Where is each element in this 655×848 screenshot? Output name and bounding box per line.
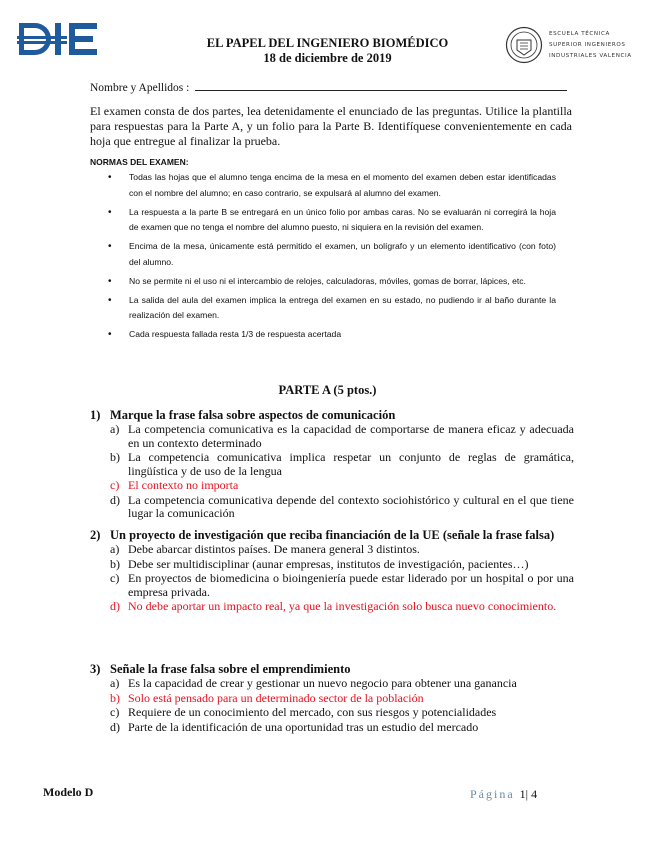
rule-item: • La respuesta a la parte B se entregará en un único folio por ambas caras. No se evaluarán ni corregirá la hoja de examen que no tenga el nombre del alumno puesto, ni siquiera en la revisión del examen. — [104, 205, 556, 236]
page-number: 1| 4 — [519, 787, 538, 801]
school-name-line3: INDUSTRIALES VALENCIA — [549, 53, 632, 59]
question-header — [90, 528, 574, 542]
question-number: 1) — [90, 408, 101, 422]
option-letter: d) — [110, 599, 120, 613]
question-text: Marque la frase falsa sobre aspectos de comunicación — [110, 408, 396, 422]
option-d[interactable] — [90, 494, 574, 521]
name-label: Nombre y Apellidos : — [90, 82, 190, 94]
die-logo — [17, 19, 103, 61]
option-text: Parte de la identificación de una oportunidad tras un estudio del mercado — [128, 719, 479, 734]
option-d[interactable] — [90, 721, 574, 735]
rules-title: NORMAS DEL EXAMEN: — [90, 157, 189, 167]
options-list — [90, 423, 574, 521]
option-a[interactable] — [90, 677, 574, 691]
part-a-title: PARTE A (5 ptos.) — [278, 383, 377, 397]
name-blank-line[interactable] — [195, 80, 567, 91]
question-header — [90, 662, 574, 676]
option-letter: c) — [110, 571, 120, 585]
school-name — [549, 29, 632, 62]
option-text: Debe abarcar distintos países. De manera general 3 distintos. — [128, 542, 420, 556]
option-b[interactable] — [90, 558, 574, 572]
rule-item: • Encima de la mesa, únicamente está permitido el examen, un bolígrafo y un elemento identificativo (con foto) del alumno. — [104, 239, 556, 270]
university-seal-icon — [505, 26, 543, 64]
option-c[interactable] — [90, 572, 574, 599]
exam-date: 18 de diciembre de 2019 — [263, 51, 392, 65]
page-label: Página — [470, 787, 515, 801]
option-letter: d) — [110, 719, 120, 734]
option-a[interactable] — [90, 423, 574, 450]
question-text: Señale la frase falsa sobre el emprendimiento — [110, 662, 351, 676]
exam-title-line1: EL PAPEL DEL INGENIERO BIOMÉDICO — [206, 36, 449, 50]
rule-item: • No se permite ni el uso ni el intercambio de relojes, calculadoras, móviles, gomas de borrar, lápices, etc. — [104, 274, 556, 290]
exam-title — [150, 36, 505, 66]
option-text: Solo está pensado para un determinado sector de la población — [128, 690, 424, 705]
options-list — [90, 543, 574, 614]
exam-model: Modelo D — [43, 785, 94, 799]
option-letter: d) — [110, 492, 120, 507]
option-letter: c) — [110, 478, 120, 492]
option-text: La competencia comunicativa es la capacidad de comportarse de manera eficaz y adecuada en un contexto determinado — [128, 422, 574, 450]
rule-item: • Cada respuesta fallada resta 1/3 de respuesta acertada — [104, 327, 556, 343]
options-list — [90, 677, 574, 734]
etsii-logo — [505, 26, 632, 64]
question-header — [90, 408, 574, 422]
option-letter: a) — [110, 676, 120, 690]
option-b[interactable] — [90, 451, 574, 478]
school-name-line2: SUPERIOR INGENIEROS — [549, 42, 626, 48]
option-text: Requiere de un conocimiento del mercado, con sus riesgos y potencialidades — [128, 705, 497, 719]
rules-list — [104, 170, 556, 346]
exam-instructions: El examen consta de dos partes, lea detenidamente el enunciado de las preguntas. Utilice la plantilla para respuestas para la Parte A, y un folio para la Parte B. Identifíquese convenientemente en cada hoja que entregue al finalizar la prueba. — [90, 104, 572, 148]
question-2 — [90, 528, 574, 614]
option-a[interactable] — [90, 543, 574, 557]
option-text: El contexto no importa — [128, 478, 239, 492]
option-letter: b) — [110, 690, 120, 705]
name-field-row — [90, 80, 567, 94]
question-1 — [90, 408, 574, 521]
option-d-highlighted[interactable] — [90, 600, 574, 614]
option-text: No debe aportar un impacto real, ya que la investigación solo busca nuevo conocimiento. — [128, 599, 557, 613]
option-c-highlighted[interactable] — [90, 479, 574, 493]
question-text: Un proyecto de investigación que reciba financiación de la UE (señale la frase falsa) — [110, 528, 555, 542]
option-letter: a) — [110, 422, 120, 436]
option-text: La competencia comunicativa implica respetar un conjunto de reglas de gramática, lingüística y de uso de la lengua — [128, 450, 574, 478]
question-3 — [90, 662, 574, 734]
rule-item: • La salida del aula del examen implica la entrega del examen en su estado, no pudiendo ir al baño durante la realización del examen. — [104, 293, 556, 324]
rule-item: • Todas las hojas que el alumno tenga encima de la mesa en el momento del examen deben estar identificadas con el nombre del alumno; en caso contrario, se expulsará al alumno del examen. — [104, 170, 556, 201]
option-text: Debe ser multidisciplinar (aunar empresas, institutos de investigación, pacientes…) — [128, 556, 529, 571]
option-text: Es la capacidad de crear y gestionar un nuevo negocio para obtener una ganancia — [128, 676, 517, 690]
option-text: En proyectos de biomedicina o bioingeniería puede estar liderado por un hospital o por una empresa privada. — [128, 571, 574, 599]
option-letter: a) — [110, 542, 120, 556]
page-indicator — [470, 787, 537, 802]
question-number: 2) — [90, 528, 101, 542]
option-c[interactable] — [90, 706, 574, 720]
option-letter: b) — [110, 556, 120, 571]
question-number: 3) — [90, 662, 101, 676]
option-letter: b) — [110, 450, 120, 464]
school-name-line1: ESCUELA TÉCNICA — [549, 31, 610, 37]
option-text: La competencia comunicativa depende del contexto sociohistórico y cultural en el que tiene lugar la comunicación — [128, 492, 574, 520]
option-b-highlighted[interactable] — [90, 692, 574, 706]
option-letter: c) — [110, 705, 120, 719]
